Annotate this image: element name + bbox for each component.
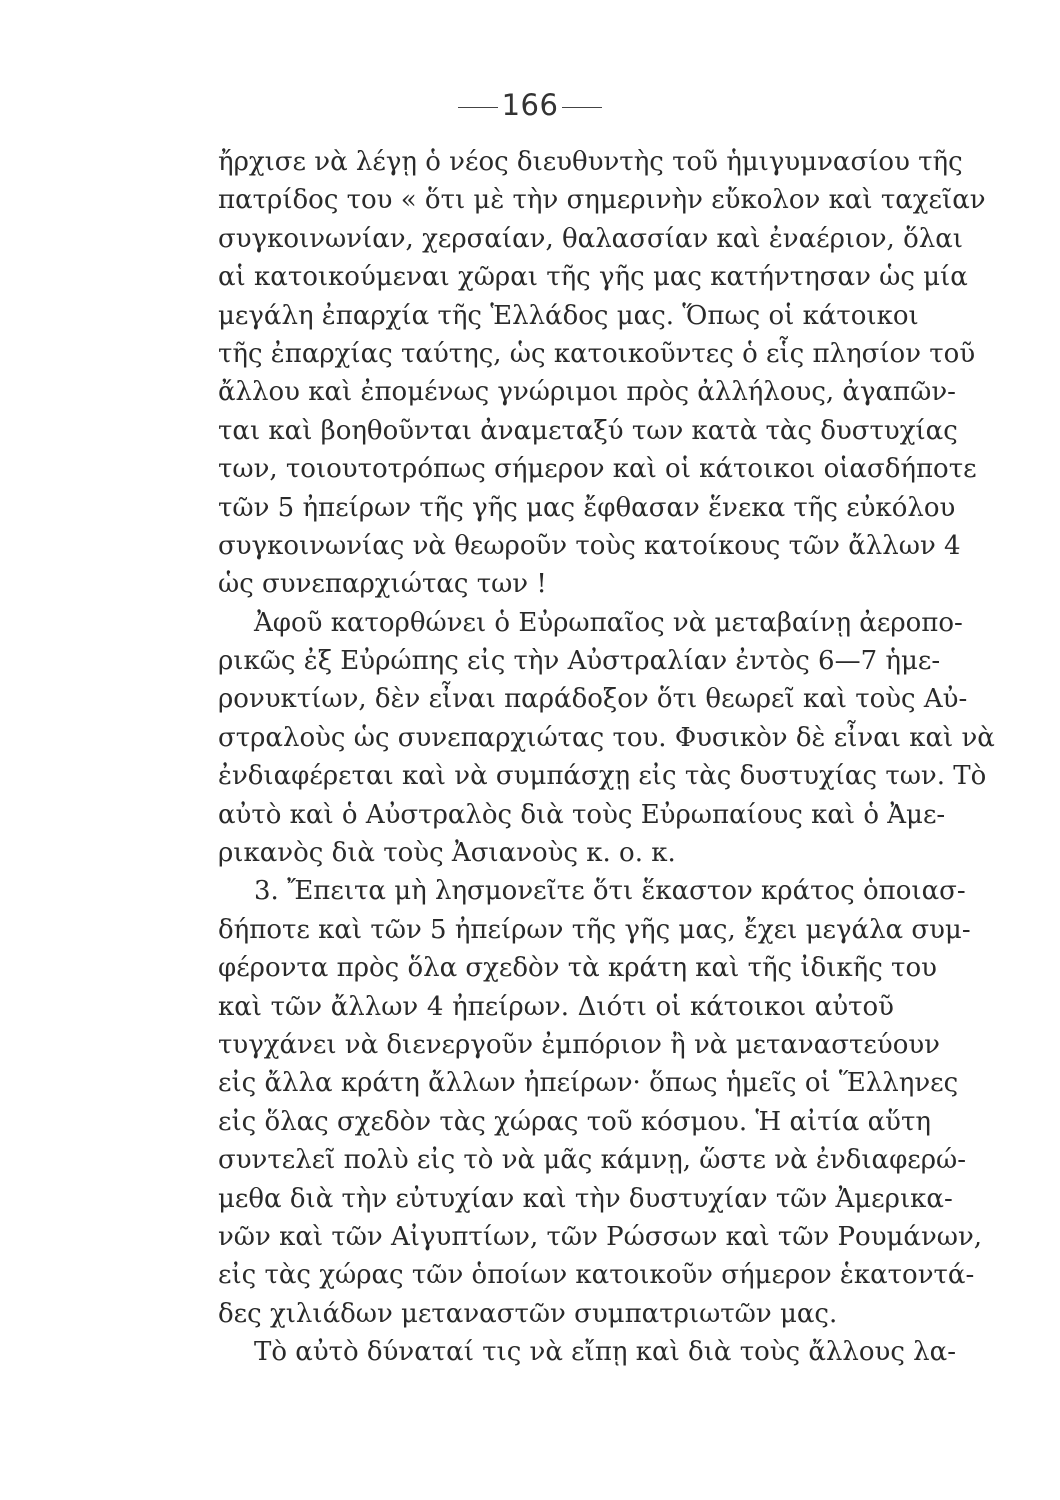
text-line: συντελεῖ πολὺ εἰς τὸ νὰ μᾶς κάμνῃ, ὥστε νὰ ἐνδιαφερώ- — [218, 1145, 967, 1176]
paragraph — [218, 872, 983, 1333]
text-line: δες χιλιάδων μεταναστῶν συμπατριωτῶν μας. — [218, 1298, 838, 1329]
text-line: καὶ τῶν ἄλλων 4 ἠπείρων. Διότι οἱ κάτοικοι αὐτοῦ — [218, 991, 894, 1022]
text-line: μεγάλη ἐπαρχία τῆς Ἑλλάδος μας. Ὅπως οἱ κάτοικοι — [218, 300, 919, 331]
text-line: ρονυκτίων, δὲν εἶναι παράδοξον ὅτι θεωρεῖ καὶ τοὺς Αὐ- — [218, 684, 968, 715]
text-line: ἄλλου καὶ ἐπομένως γνώριμοι πρὸς ἀλλήλους, ἀγαπῶν- — [218, 377, 956, 408]
text-line: ται καὶ βοηθοῦνται ἀναμεταξύ των κατὰ τὰς δυστυχίας — [218, 415, 958, 446]
paragraph — [218, 143, 986, 604]
text-line: εἰς τὰς χώρας τῶν ὁποίων κατοικοῦν σήμερον ἑκατοντά- — [218, 1260, 975, 1291]
paragraph — [218, 1333, 956, 1371]
text-line: τυγχάνει νὰ διενεργοῦν ἐμπόριον ἢ νὰ μεταναστεύουν — [218, 1029, 940, 1060]
text-line: αὐτὸ καὶ ὁ Αὐστραλὸς διὰ τοὺς Εὐρωπαίους καὶ ὁ Ἀμε- — [218, 799, 946, 830]
text-line: αἱ κατοικούμεναι χῶραι τῆς γῆς μας κατήντησαν ὡς μία — [218, 262, 968, 293]
text-line: πατρίδος του « ὅτι μὲ τὴν σημερινὴν εὔκολον καὶ ταχεῖαν — [218, 185, 986, 216]
text-line: εἰς ἄλλα κράτη ἄλλων ἠπείρων· ὅπως ἡμεῖς οἱ Ἕλληνες — [218, 1068, 959, 1099]
page-header — [0, 88, 1060, 122]
text-line: τῆς ἐπαρχίας ταύτης, ὡς κατοικοῦντες ὁ εἷς πλησίον τοῦ — [218, 338, 976, 369]
text-line: Ἀφοῦ κατορθώνει ὁ Εὐρωπαῖος νὰ μεταβαίνῃ ἀεροπο- — [254, 607, 963, 638]
paragraph — [218, 604, 995, 873]
text-line: τῶν 5 ἠπείρων τῆς γῆς μας ἔφθασαν ἕνεκα τῆς εὐκόλου — [218, 492, 956, 523]
text-line: ἤρχισε νὰ λέγῃ ὁ νέος διευθυντὴς τοῦ ἡμιγυμνασίου τῆς — [218, 147, 963, 177]
text-line: ρικῶς ἐξ Εὐρώπης εἰς τὴν Αὐστραλίαν ἐντὸς 6—7 ἡμε- — [218, 646, 941, 677]
text-line: φέροντα πρὸς ὅλα σχεδὸν τὰ κράτη καὶ τῆς ἰδικῆς του — [218, 953, 937, 984]
text-line: στραλοὺς ὡς συνεπαρχιώτας του. Φυσικὸν δὲ εἶναι καὶ νὰ — [218, 722, 995, 753]
text-line: μεθα διὰ τὴν εὐτυχίαν καὶ τὴν δυστυχίαν τῶν Ἀμερικα- — [218, 1183, 953, 1214]
page-number: 166 — [501, 88, 559, 122]
text-line: 3. Ἔπειτα μὴ λησμονεῖτε ὅτι ἕκαστον κράτος ὁποιασ- — [254, 876, 966, 907]
text-line: Τὸ αὐτὸ δύναταί τις νὰ εἴπῃ καὶ διὰ τοὺς ἄλλους λα- — [254, 1337, 956, 1368]
text-line: δήποτε καὶ τῶν 5 ἠπείρων τῆς γῆς μας, ἔχει μεγάλα συμ- — [218, 914, 971, 945]
text-line: συγκοινωνίαν, χερσαίαν, θαλασσίαν καὶ ἐναέριον, ὅλαι — [218, 223, 963, 254]
header-rule-right — [562, 107, 602, 108]
body-text — [218, 143, 995, 1372]
text-line: ὡς συνεπαρχιώτας των ! — [218, 569, 547, 600]
text-line: εἰς ὅλας σχεδὸν τὰς χώρας τοῦ κόσμου. Ἡ αἰτία αὕτη — [218, 1106, 931, 1137]
text-line: των, τοιουτοτρόπως σήμερον καὶ οἱ κάτοικοι οἱασδήποτε — [218, 454, 977, 485]
header-rule-left — [458, 107, 498, 108]
text-line: ρικανὸς διὰ τοὺς Ἀσιανοὺς κ. ο. κ. — [218, 838, 676, 869]
text-line: νῶν καὶ τῶν Αἰγυπτίων, τῶν Ρώσσων καὶ τῶν Ρουμάνων, — [218, 1221, 983, 1252]
text-line: ἐνδιαφέρεται καὶ νὰ συμπάσχῃ εἰς τὰς δυστυχίας των. Τὸ — [218, 761, 987, 792]
text-line: συγκοινωνίας νὰ θεωροῦν τοὺς κατοίκους τῶν ἄλλων 4 — [218, 530, 961, 561]
